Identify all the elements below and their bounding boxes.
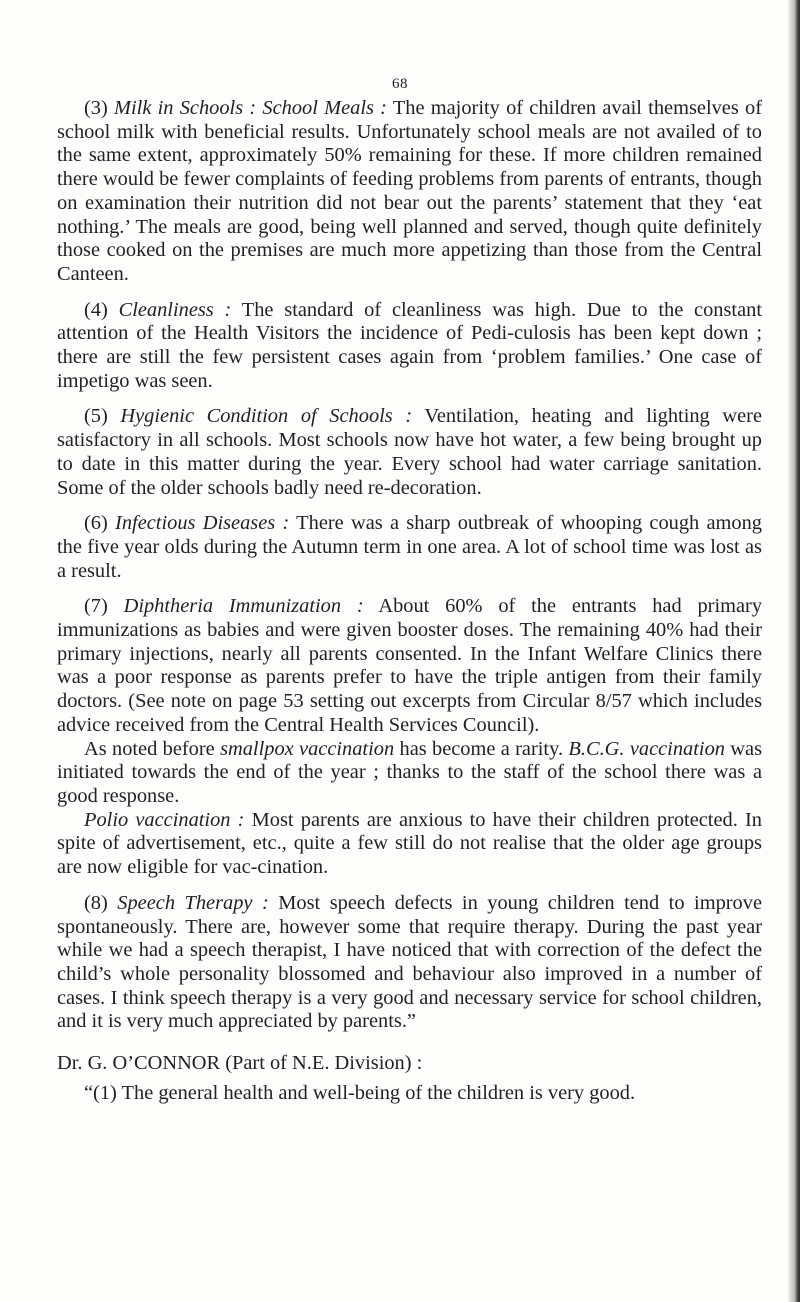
- paragraph-body: Most parents are anxious to have their children protected. In spite of advertisement, etc., quite a few still do not realise that the older age groups are now eligible for vac-cination.: [57, 808, 762, 879]
- paragraph-heading: Milk in Schools : School Meals :: [114, 97, 387, 119]
- paragraph-diphtheria: [57, 595, 762, 737]
- paragraph-number: (3): [84, 97, 115, 119]
- attribution-line: Dr. G. O’CONNOR (Part of N.E. Division) :: [57, 1052, 423, 1075]
- paragraph-smallpox-bcg: [57, 738, 762, 809]
- paragraph-number: (5): [84, 405, 121, 428]
- paragraph-number: (7): [84, 595, 124, 618]
- paragraph-polio: [57, 809, 762, 880]
- paragraph-heading: Infectious Diseases :: [115, 512, 290, 535]
- paragraph-cleanliness: [57, 299, 762, 394]
- paragraph-number: (4): [84, 298, 119, 321]
- paragraph-speech-therapy: [57, 892, 762, 1034]
- paragraph-text: has become a rarity.: [394, 737, 569, 760]
- paragraph-text: As noted before: [84, 737, 221, 760]
- paragraph-number: (8): [84, 891, 118, 914]
- paragraph-heading: Polio vaccination :: [84, 808, 245, 831]
- report-text: [57, 97, 762, 1117]
- paragraph-text: was initiated towards the end of the year ; thanks to the staff of the school there was a good response.: [57, 737, 763, 807]
- paragraph-number: (6): [84, 512, 116, 535]
- paragraph-body: Ventilation, heating and lighting were satisfactory in all schools. Most schools now have hot water, a few being brought up to date in this matter during the year. Every school had water carriage sanitation. Some of the older schools badly need re-decoration.: [57, 405, 762, 499]
- bcg-vaccination-term: B.C.G. vaccination: [568, 737, 725, 760]
- paragraph-body: The standard of cleanliness was high. Due to the constant attention of the Health Visitors the incidence of Pedi-culosis has been kept down ; there are still the few persistent cases again from ‘problem families.’ One case of impetigo was seen.: [57, 298, 762, 392]
- paragraph-body: There was a sharp outbreak of whooping cough among the five year olds during the Autumn term in one area. A lot of school time was lost as a result.: [57, 512, 762, 582]
- paragraph-heading: Diphtheria Immunization :: [123, 595, 364, 618]
- page-edge-shadow: [788, 0, 800, 1302]
- paragraph-body: About 60% of the entrants had primary immunizations as babies and were given booster doses. The remaining 40% had their primary injections, nearly all parents consented. In the Infant Welfare Clinics there was a poor response as parents prefer to have the triple antigen from their family doctors. (See note on page 53 setting out excerpts from Circular 8/57 which includes advice received from the Central Health Services Council).: [57, 595, 763, 736]
- smallpox-vaccination-term: smallpox vaccination: [220, 737, 395, 760]
- paragraph-heading: Hygienic Condition of Schools :: [120, 405, 413, 428]
- paragraph-general-health: “(1) The general health and well-being of the children is very good.: [84, 1081, 636, 1104]
- paragraph-heading: Cleanliness :: [118, 298, 232, 321]
- paragraph-body: The majority of children avail themselves of school milk with beneficial results. Unfortunately school meals are not availed of to the same extent, approximately 50% remaining for these. If more children remained there would be fewer complaints of feeding problems from parents of entrants, though on examination their nutrition did not bear out the parents’ statement that they ‘eat nothing.’ The meals are good, being well planned and served, though quite definitely those cooked on the premises are much more appetizing than those from the Central Canteen.: [57, 97, 763, 285]
- paragraph-infectious-diseases: [57, 512, 762, 583]
- paragraph-hygienic-condition: [57, 405, 762, 500]
- paragraph-body: Most speech defects in young children tend to improve spontaneously. There are, however some that require therapy. During the past year while we had a speech therapist, I have noticed that with correction of the defect the child’s whole personality blossomed and behaviour also improved in a number of cases. I think speech therapy is a very good and necessary service for school children, and it is very much appreciated by parents.”: [57, 891, 762, 1033]
- paragraph-milk-school-meals: [57, 97, 762, 287]
- page-number: 68: [392, 76, 408, 92]
- paragraph-heading: Speech Therapy :: [117, 891, 269, 914]
